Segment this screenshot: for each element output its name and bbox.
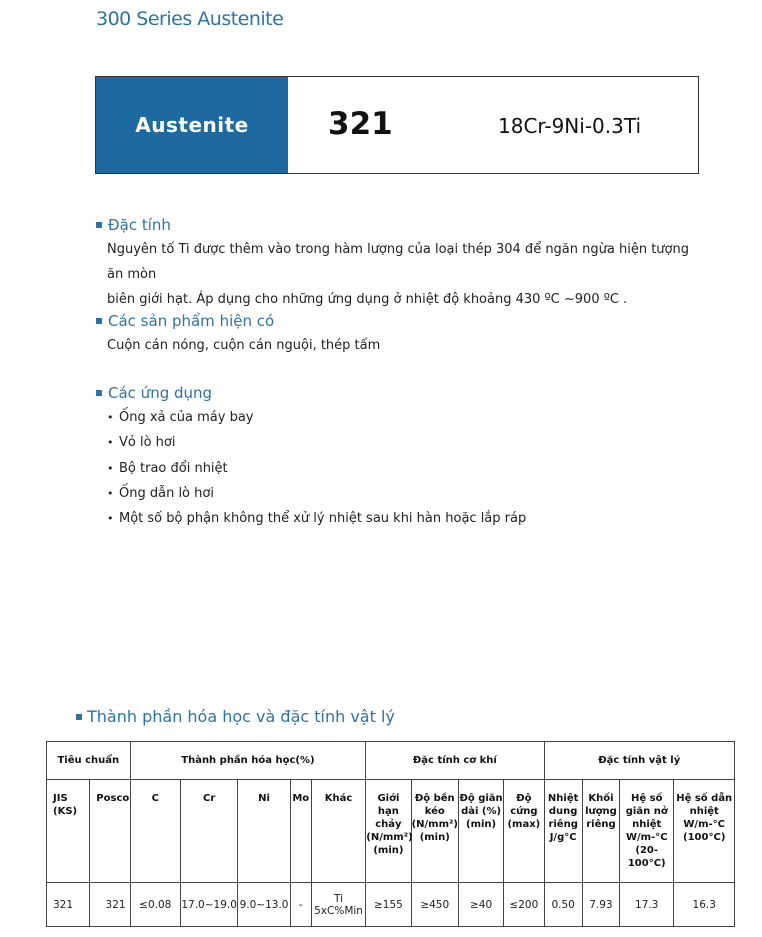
cell-elongation: ≥40 xyxy=(458,883,503,927)
column-header-hardness: Độ cứng (max) xyxy=(504,780,544,883)
cell-conductivity: 16.3 xyxy=(674,883,735,927)
features-text: Nguyên tố Ti được thêm vào trong hàm lượng của loại thép 304 để ngăn ngừa hiện tượng ăn mòn biên giới hạt. Áp dụng cho những ứng dụng ở nhiệt độ khoảng 430 ºC ~900 ºC . xyxy=(107,242,689,307)
column-header-jis: JIS (KS) xyxy=(47,780,90,883)
square-bullet-icon xyxy=(76,714,82,720)
column-header-posco: Posco xyxy=(90,780,130,883)
cell-mo: - xyxy=(290,883,311,927)
square-bullet-icon xyxy=(96,318,102,324)
table-row xyxy=(47,883,735,927)
column-header-density: Khối lượng riêng xyxy=(582,780,619,883)
column-header-tensile: Độ bền kéo (N/mm²) (min) xyxy=(411,780,458,883)
group-header-chemical: Thành phần hóa học(%) xyxy=(130,742,366,780)
column-header-expansion: Hệ số giãn nở nhiệt W/m-°C (20-100°C) xyxy=(620,780,674,883)
grade-composition: 18Cr-9Ni-0.3Ti xyxy=(498,114,641,138)
cell-tensile: ≥450 xyxy=(411,883,458,927)
products-heading: Các sản phẩm hiện có xyxy=(96,312,274,330)
square-bullet-icon xyxy=(96,222,102,228)
list-item: • Vỏ lò hơi xyxy=(107,430,526,455)
cell-jis: 321 xyxy=(47,883,90,927)
cell-posco: 321 xyxy=(90,883,130,927)
group-header-physical: Đặc tính vật lý xyxy=(544,742,734,780)
column-header-elongation: Độ giãn dài (%) (min) xyxy=(458,780,503,883)
cell-ni: 9.0~13.0 xyxy=(238,883,290,927)
cell-density: 7.93 xyxy=(582,883,619,927)
column-header-yield: Giới hạn chảy (N/mm²) (min) xyxy=(366,780,411,883)
bullet-icon: • xyxy=(107,436,114,450)
column-header-specific-heat: Nhiệt dung riêng J/g°C xyxy=(544,780,582,883)
column-header-other: Khác xyxy=(311,780,365,883)
cell-specific-heat: 0.50 xyxy=(544,883,582,927)
group-header-standard: Tiêu chuẩn xyxy=(47,742,131,780)
list-item: • Bộ trao đổi nhiệt xyxy=(107,456,526,481)
grade-family-label: Austenite xyxy=(96,77,288,173)
group-header-mechanical: Đặc tính cơ khí xyxy=(366,742,544,780)
features-heading: Đặc tính xyxy=(96,216,171,234)
grade-number: 321 xyxy=(328,106,393,142)
cell-expansion: 17.3 xyxy=(620,883,674,927)
cell-yield: ≥155 xyxy=(366,883,411,927)
bullet-icon: • xyxy=(107,512,114,526)
products-text: Cuộn cán nóng, cuộn cán nguội, thép tấm xyxy=(107,338,381,353)
list-item: • Ống xả của máy bay xyxy=(107,405,526,430)
square-bullet-icon xyxy=(96,390,102,396)
column-header-ni: Ni xyxy=(238,780,290,883)
list-item: • Ống dẫn lò hơi xyxy=(107,481,526,506)
column-header-conductivity: Hệ số dẫn nhiệt W/m-°C (100°C) xyxy=(674,780,735,883)
list-item: • Một số bộ phận không thể xử lý nhiệt sau khi hàn hoặc lắp ráp xyxy=(107,506,526,531)
cell-cr: 17.0~19.0 xyxy=(180,883,237,927)
applications-heading: Các ứng dụng xyxy=(96,384,212,402)
table-heading: Thành phần hóa học và đặc tính vật lý xyxy=(76,707,395,726)
bullet-icon: • xyxy=(107,461,114,475)
column-header-mo: Mo xyxy=(290,780,311,883)
cell-c: ≤0.08 xyxy=(130,883,180,927)
bullet-icon: • xyxy=(107,486,114,500)
column-header-cr: Cr xyxy=(180,780,237,883)
cell-other: Ti 5xC%Min xyxy=(311,883,365,927)
properties-table xyxy=(46,741,735,927)
bullet-icon: • xyxy=(107,411,114,424)
applications-list xyxy=(107,405,526,531)
grade-banner xyxy=(95,76,699,174)
cell-hardness: ≤200 xyxy=(504,883,544,927)
column-header-c: C xyxy=(130,780,180,883)
series-title: 300 Series Austenite xyxy=(96,8,284,30)
